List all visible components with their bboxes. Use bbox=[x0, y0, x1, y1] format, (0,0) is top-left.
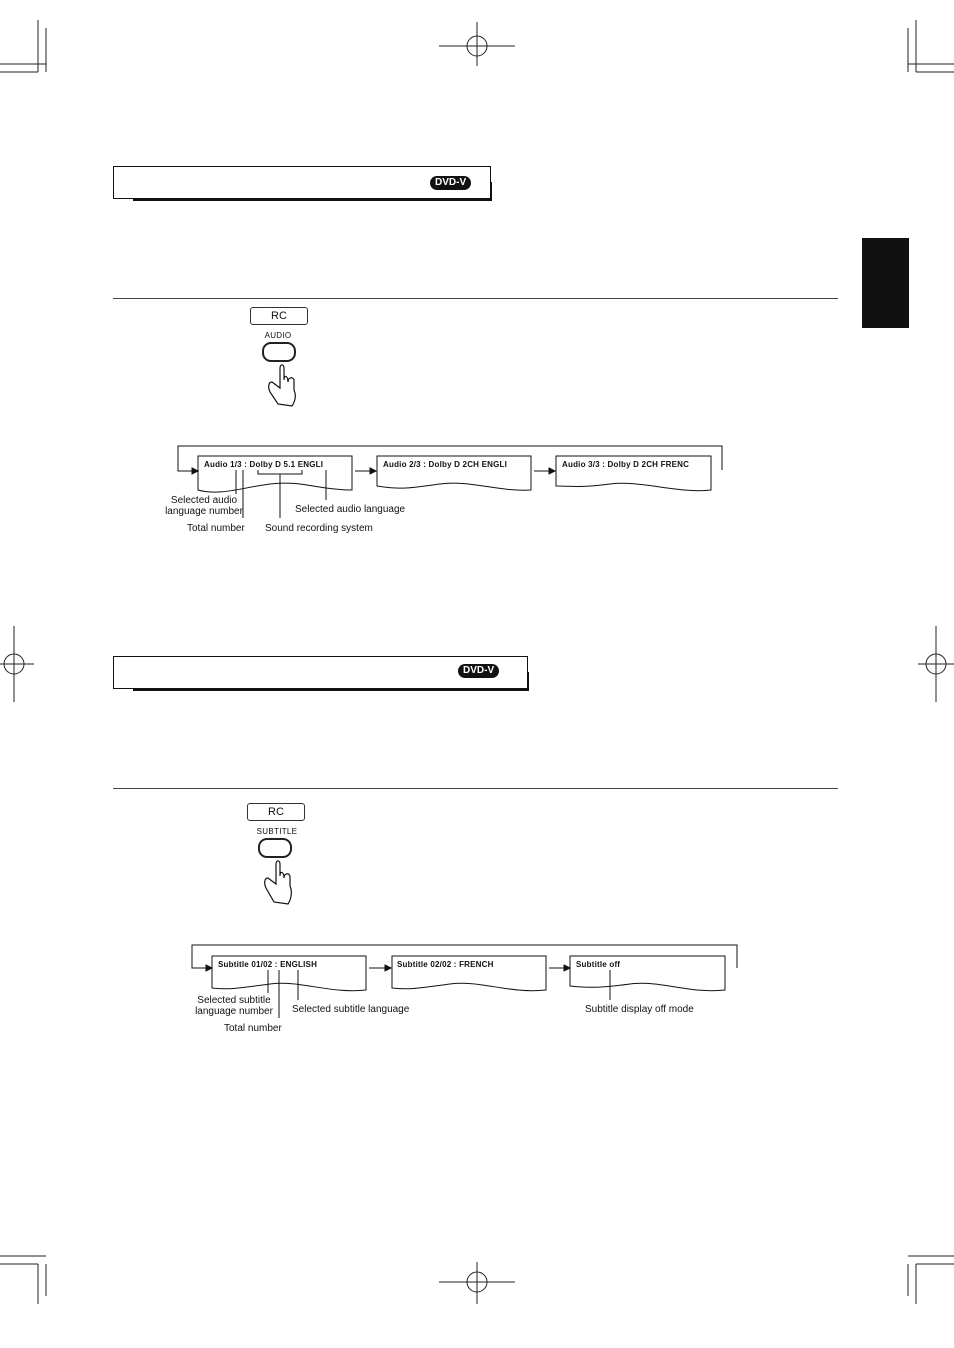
selected-subtitle-language-callout: Selected subtitle language bbox=[292, 1004, 410, 1015]
rc-label: RC bbox=[250, 307, 308, 325]
dvd-v-badge: DVD-V bbox=[458, 664, 499, 678]
subtitle-screen-1: Subtitle 01/02 : ENGLISH bbox=[218, 960, 318, 969]
subtitle-button-label: SUBTITLE bbox=[256, 827, 298, 836]
selected-audio-number-callout: Selected audio language number bbox=[165, 495, 243, 517]
subtitle-off-mode-callout: Subtitle display off mode bbox=[585, 1004, 694, 1015]
audio-screen-1: Audio 1/3 : Dolby D 5.1 ENGLI bbox=[204, 460, 324, 469]
audio-screen-2: Audio 2/3 : Dolby D 2CH ENGLI bbox=[383, 460, 508, 469]
sound-recording-system-callout: Sound recording system bbox=[265, 523, 373, 534]
audio-button[interactable] bbox=[262, 342, 296, 362]
chapter-tab bbox=[862, 238, 909, 328]
rc-label: RC bbox=[247, 803, 305, 821]
subtitle-screen-3: Subtitle off bbox=[576, 960, 621, 969]
audio-section-rule bbox=[113, 298, 838, 299]
subtitle-button[interactable] bbox=[258, 838, 292, 858]
audio-total-number-callout: Total number bbox=[187, 523, 245, 534]
dvd-v-badge: DVD-V bbox=[430, 176, 471, 190]
subtitle-section-rule bbox=[113, 788, 838, 789]
selected-audio-language-callout: Selected audio language bbox=[295, 504, 406, 515]
subtitle-screen-2: Subtitle 02/02 : FRENCH bbox=[397, 960, 494, 969]
audio-screen-3: Audio 3/3 : Dolby D 2CH FRENC bbox=[562, 460, 690, 469]
selected-subtitle-number-callout: Selected subtitle language number bbox=[195, 995, 273, 1017]
subtitle-total-number-callout: Total number bbox=[224, 1023, 282, 1034]
audio-button-label: AUDIO bbox=[264, 331, 292, 340]
